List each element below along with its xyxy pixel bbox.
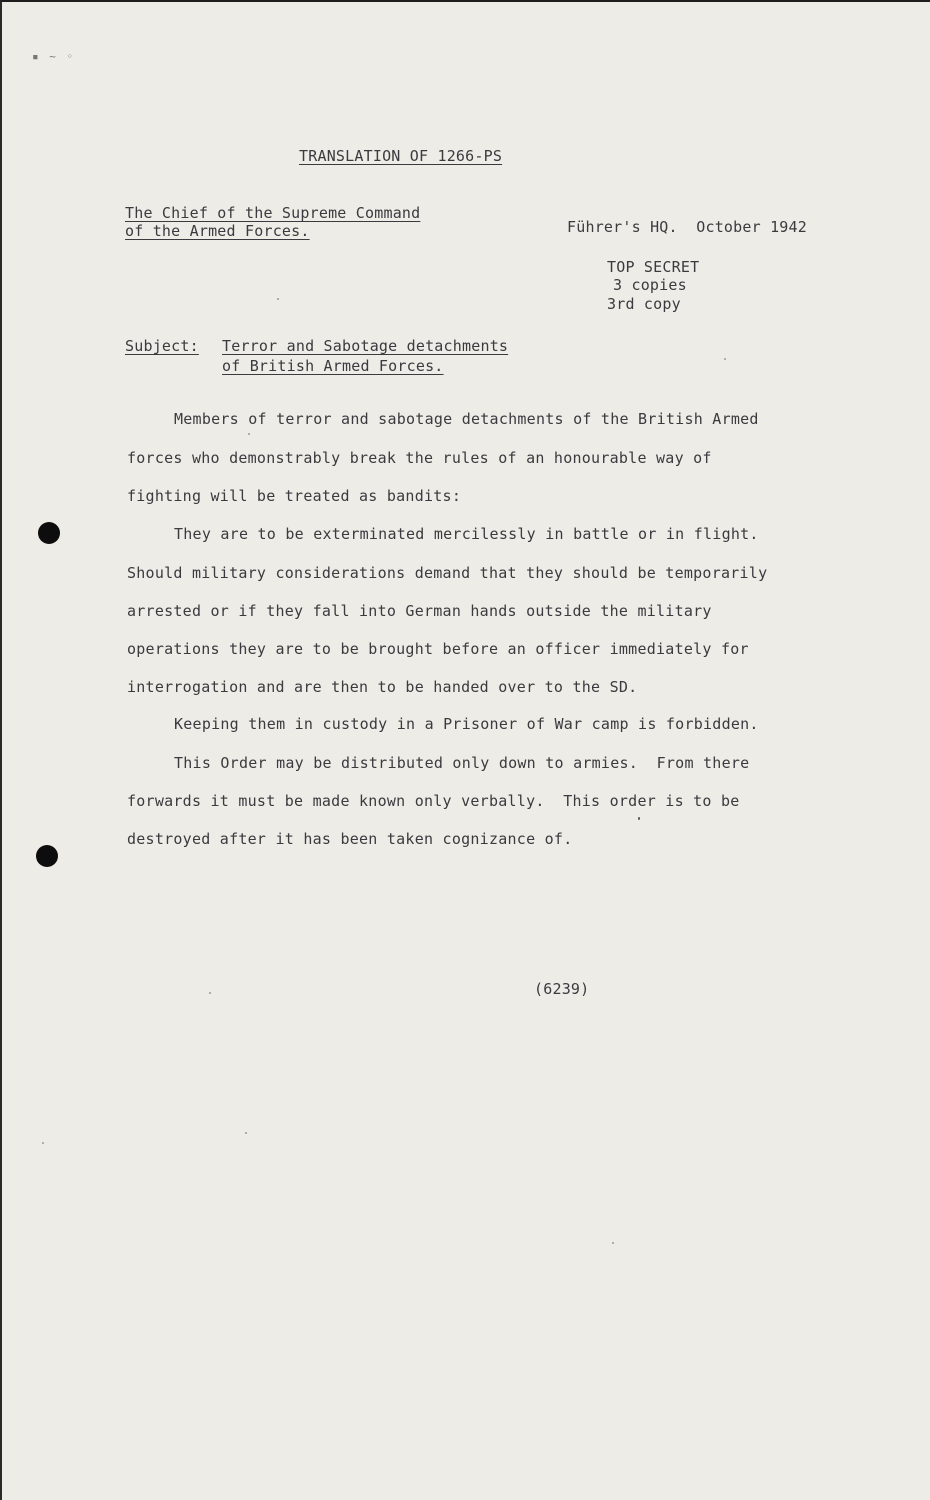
- copy-number: 3rd copy: [607, 295, 681, 313]
- paper-speck: [277, 298, 279, 300]
- para2-line-1: They are to be exterminated mercilessly in battle or in flight.: [174, 525, 759, 543]
- subject-line-1: Terror and Sabotage detachments: [222, 337, 509, 355]
- para1-line-1: Members of terror and sabotage detachments of the British Armed: [174, 410, 759, 428]
- paper-speck: [724, 358, 726, 360]
- para2-line-4: operations they are to be brought before an officer immediately for: [127, 640, 749, 658]
- para4-line-3: destroyed after it has been taken cognizance of.: [127, 830, 573, 848]
- classification-level: TOP SECRET: [607, 258, 700, 276]
- para2-line-5: interrogation and are then to be handed over to the SD.: [127, 678, 638, 696]
- paper-speck: [612, 1242, 614, 1244]
- sender-line-1: The Chief of the Supreme Command: [125, 204, 421, 222]
- paper-speck: [248, 433, 250, 435]
- corner-smudge: ▪ ~ ◦: [32, 50, 76, 63]
- place-and-date: Führer's HQ. October 1942: [567, 218, 807, 236]
- para4-line-2: forwards it must be made known only verbally. This order is to be: [127, 792, 740, 810]
- para1-line-2: forces who demonstrably break the rules of an honourable way of: [127, 449, 712, 467]
- page-reference: (6239): [534, 980, 590, 998]
- paper-speck: [209, 992, 211, 994]
- copies-count: 3 copies: [613, 276, 687, 294]
- paper-speck: [638, 817, 640, 820]
- para3-line-1: Keeping them in custody in a Prisoner of War camp is forbidden.: [174, 715, 759, 733]
- para2-line-2: Should military considerations demand that they should be temporarily: [127, 564, 768, 582]
- punch-hole-upper: [38, 522, 60, 544]
- subject-label: Subject:: [125, 337, 199, 355]
- punch-hole-lower: [36, 845, 58, 867]
- document-title: TRANSLATION OF 1266-PS: [299, 147, 503, 165]
- para2-line-3: arrested or if they fall into German hands outside the military: [127, 602, 712, 620]
- para1-line-3: fighting will be treated as bandits:: [127, 487, 462, 505]
- paper-speck: [245, 1132, 247, 1134]
- subject-line-2: of British Armed Forces.: [222, 357, 444, 375]
- para4-line-1: This Order may be distributed only down to armies. From there: [174, 754, 750, 772]
- sender-line-2: of the Armed Forces.: [125, 222, 310, 240]
- paper-speck: [42, 1142, 44, 1144]
